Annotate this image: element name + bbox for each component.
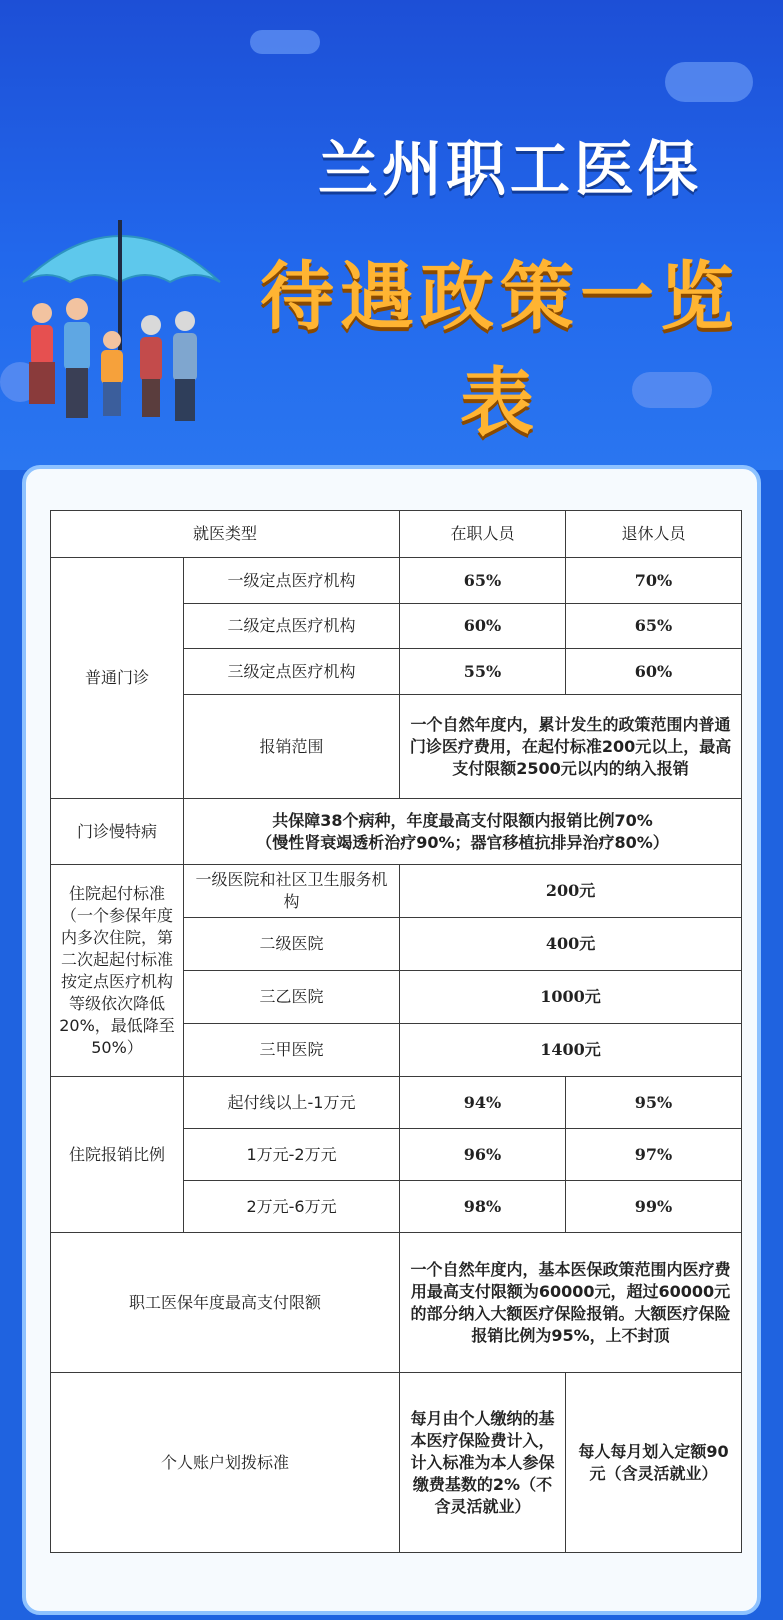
value-working: 98% xyxy=(400,1181,566,1233)
chronic-label: 门诊慢特病 xyxy=(51,799,184,865)
table-row xyxy=(51,865,742,918)
annual-limit-label: 职工医保年度最高支付限额 xyxy=(51,1233,400,1373)
row-item: 三乙医院 xyxy=(184,971,400,1024)
row-item: 二级医院 xyxy=(184,918,400,971)
value-working: 96% xyxy=(400,1129,566,1181)
value-retired: 70% xyxy=(566,558,742,604)
row-item: 起付线以上-1万元 xyxy=(184,1077,400,1129)
page-title: 兰州职工医保 xyxy=(318,135,702,205)
value-retired: 65% xyxy=(566,604,742,649)
threshold-label: 住院起付标准（一个参保年度内多次住院，第二次起起付标准按定点医疗机构等级依次降低20%，最低降至50%） xyxy=(51,865,184,1077)
chronic-text xyxy=(184,799,742,865)
personal-account-retired: 每人每月划入定额90元（含灵活就业） xyxy=(566,1373,742,1553)
table-row xyxy=(51,1373,742,1553)
threshold-value: 1400元 xyxy=(400,1024,742,1077)
value-retired: 97% xyxy=(566,1129,742,1181)
value-working: 60% xyxy=(400,604,566,649)
col-header-working: 在职人员 xyxy=(400,511,566,558)
value-working: 94% xyxy=(400,1077,566,1129)
row-item: 三甲医院 xyxy=(184,1024,400,1077)
page-subtitle: 待遇政策一览表 xyxy=(260,254,740,446)
table-header-row xyxy=(51,511,742,558)
row-item: 2万元-6万元 xyxy=(184,1181,400,1233)
value-retired: 95% xyxy=(566,1077,742,1129)
col-header-retired: 退休人员 xyxy=(566,511,742,558)
policy-table xyxy=(50,510,742,1553)
value-working: 65% xyxy=(400,558,566,604)
cloud-decoration xyxy=(250,30,320,54)
row-item: 三级定点医疗机构 xyxy=(184,649,400,695)
chronic-text-line1: 共保障38个病种，年度最高支付限额内报销比例70% xyxy=(272,810,653,830)
value-working: 55% xyxy=(400,649,566,695)
scope-text: 一个自然年度内，累计发生的政策范围内普通门诊医疗费用，在起付标准200元以上，最高支付限额2500元以内的纳入报销 xyxy=(400,695,742,799)
row-item: 一级医院和社区卫生服务机构 xyxy=(184,865,400,918)
table-row xyxy=(51,799,742,865)
value-retired: 60% xyxy=(566,649,742,695)
scope-label: 报销范围 xyxy=(184,695,400,799)
personal-account-working: 每月由个人缴纳的基本医疗保险费计入，计入标准为本人参保缴费基数的2%（不含灵活就业） xyxy=(400,1373,566,1553)
threshold-value: 1000元 xyxy=(400,971,742,1024)
value-retired: 99% xyxy=(566,1181,742,1233)
ratio-label: 住院报销比例 xyxy=(51,1077,184,1233)
personal-account-label: 个人账户划拨标准 xyxy=(51,1373,400,1553)
row-item: 1万元-2万元 xyxy=(184,1129,400,1181)
table-row xyxy=(51,558,742,604)
outpatient-label: 普通门诊 xyxy=(51,558,184,799)
threshold-value: 200元 xyxy=(400,865,742,918)
header-banner xyxy=(0,0,783,470)
chronic-text-line2: （慢性肾衰竭透析治疗90%；器官移植抗排异治疗80%） xyxy=(256,832,669,852)
annual-limit-text: 一个自然年度内，基本医保政策范围内医疗费用最高支付限额为60000元，超过60000元的部分纳入大额医疗保险报销。大额医疗保险报销比例为95%，上不封顶 xyxy=(400,1233,742,1373)
family-umbrella-illustration xyxy=(15,210,225,430)
row-item: 二级定点医疗机构 xyxy=(184,604,400,649)
cloud-decoration xyxy=(665,62,753,102)
table-row xyxy=(51,1233,742,1373)
row-item: 一级定点医疗机构 xyxy=(184,558,400,604)
table-row xyxy=(51,1077,742,1129)
threshold-value: 400元 xyxy=(400,918,742,971)
col-header-type: 就医类型 xyxy=(51,511,400,558)
